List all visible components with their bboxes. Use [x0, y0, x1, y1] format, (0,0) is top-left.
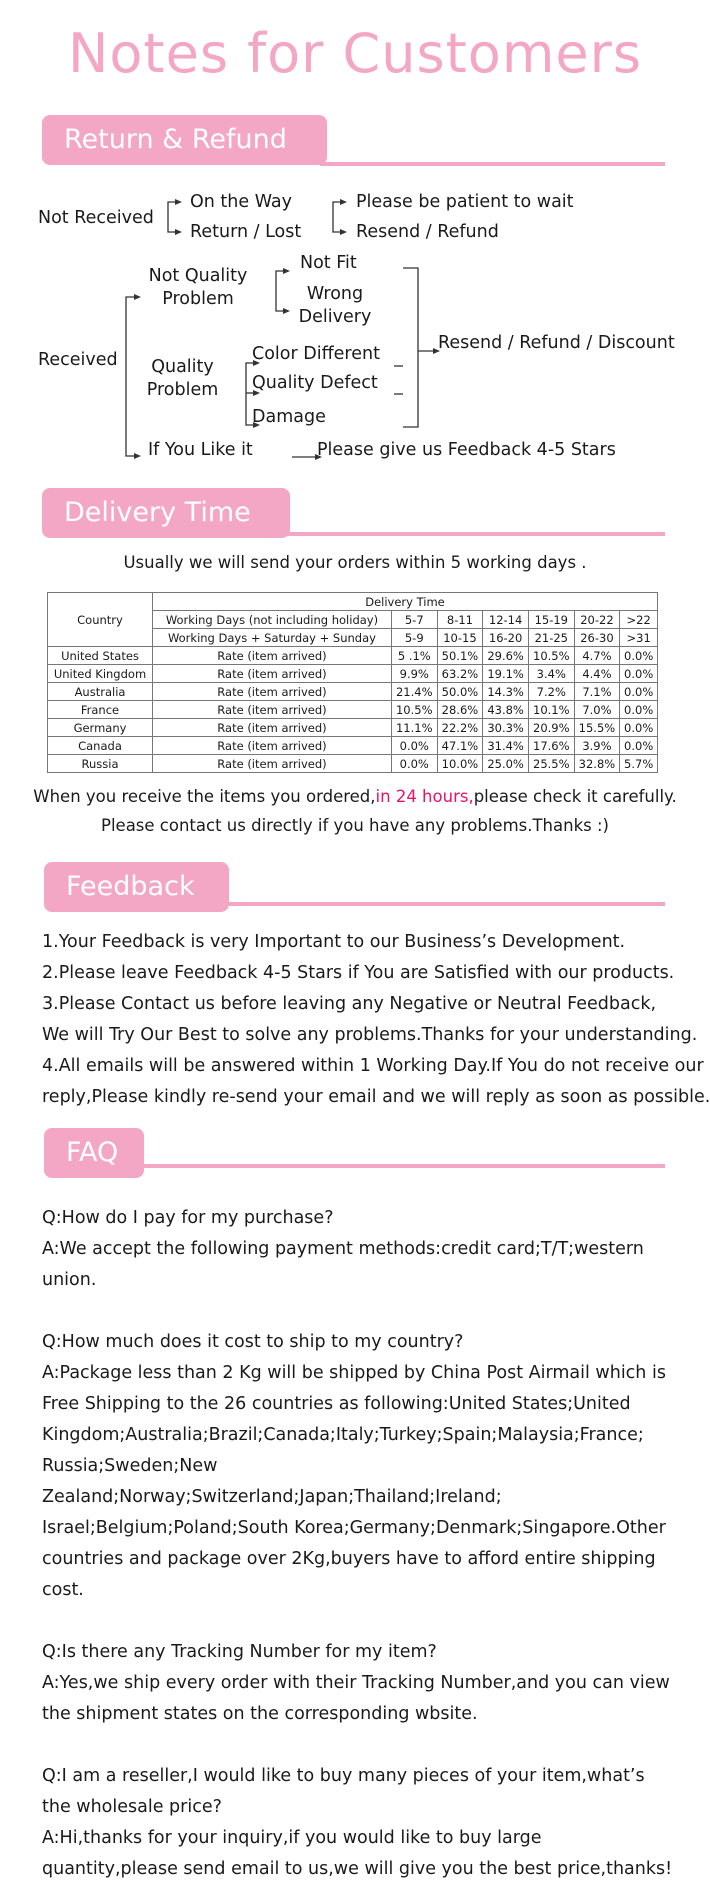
- flow-not-received: Not Received: [38, 208, 154, 228]
- table-row: [48, 719, 658, 737]
- table-cell: 3.9%: [574, 737, 620, 755]
- table-cell: 50.1%: [437, 647, 483, 665]
- table-row: [48, 701, 658, 719]
- table-cell: 25.0%: [483, 755, 529, 773]
- feedback-line: 3.Please Contact us before leaving any Negative or Neutral Feedback,: [42, 994, 657, 1014]
- page-title: Notes for Customers: [68, 22, 642, 85]
- flow-received: Received: [38, 350, 118, 370]
- table-cell-country: Germany: [48, 719, 153, 737]
- section-divider: [225, 902, 665, 906]
- flow-if-you-like: If You Like it: [148, 440, 253, 460]
- faq-question: Q:How do I pay for my purchase?: [42, 1208, 334, 1228]
- delivery-note: [0, 787, 710, 806]
- table-cell: 5 .1%: [391, 647, 437, 665]
- table-body: [48, 647, 658, 773]
- table-cell-country: Canada: [48, 737, 153, 755]
- table-row: [48, 647, 658, 665]
- table-cell-rate-label: Rate (item arrived): [153, 701, 392, 719]
- table-cell: 5.7%: [620, 755, 658, 773]
- table-cell-country: France: [48, 701, 153, 719]
- section-header-delivery-time: Delivery Time: [42, 488, 290, 538]
- delivery-intro: Usually we will send your orders within 5 working days .: [123, 553, 587, 572]
- section-divider: [286, 532, 665, 536]
- table-cell-rate-label: Rate (item arrived): [153, 737, 392, 755]
- table-cell: 0.0%: [391, 737, 437, 755]
- table-cell-country: Australia: [48, 683, 153, 701]
- table-cell: 29.6%: [483, 647, 529, 665]
- table-cell-rate-label: Rate (item arrived): [153, 719, 392, 737]
- delivery-note-post: please check it carefully.: [473, 787, 677, 806]
- table-cell: 5-9: [391, 629, 437, 647]
- table-row: [48, 665, 658, 683]
- faq-item: [42, 1761, 678, 1885]
- table-cell: >22: [620, 611, 658, 629]
- table-cell: 4.4%: [574, 665, 620, 683]
- table-row-label: Working Days (not including holiday): [153, 611, 392, 629]
- faq-question: Q:Is there any Tracking Number for my item?: [42, 1642, 437, 1662]
- flow-feedback-stars: Please give us Feedback 4-5 Stars: [317, 440, 616, 460]
- table-cell: 0.0%: [620, 737, 658, 755]
- table-cell: 17.6%: [528, 737, 574, 755]
- feedback-line: 2.Please leave Feedback 4-5 Stars if You are Satisfied with our products.: [42, 963, 675, 983]
- faq-question: Q:I am a reseller,I would like to buy many pieces of your item,what’s the wholesale price?: [42, 1766, 645, 1817]
- table-cell: 10-15: [437, 629, 483, 647]
- table-cell-country: Russia: [48, 755, 153, 773]
- table-cell: 43.8%: [483, 701, 529, 719]
- flow-on-the-way: On the Way: [190, 192, 292, 212]
- faq-item: [42, 1637, 678, 1730]
- table-header-delivery-time: Delivery Time: [153, 593, 658, 611]
- table-cell: 31.4%: [483, 737, 529, 755]
- table-cell: 15-19: [528, 611, 574, 629]
- table-cell-rate-label: Rate (item arrived): [153, 647, 392, 665]
- table-cell: 7.0%: [574, 701, 620, 719]
- table-cell: 11.1%: [391, 719, 437, 737]
- table-row: [48, 683, 658, 701]
- table-cell: 30.3%: [483, 719, 529, 737]
- table-cell: 7.1%: [574, 683, 620, 701]
- section-header-feedback: Feedback: [44, 862, 229, 912]
- table-cell: 0.0%: [391, 755, 437, 773]
- table-header-country: Country: [48, 593, 153, 647]
- table-cell: 47.1%: [437, 737, 483, 755]
- table-cell-rate-label: Rate (item arrived): [153, 665, 392, 683]
- table-cell: 21-25: [528, 629, 574, 647]
- table-cell: 5-7: [391, 611, 437, 629]
- faq-item: [42, 1203, 678, 1296]
- flow-not-quality-problem: Not Quality Problem: [148, 266, 248, 309]
- flow-damage: Damage: [252, 407, 326, 427]
- table-row: [48, 755, 658, 773]
- table-cell-rate-label: Rate (item arrived): [153, 683, 392, 701]
- flow-patient: Please be patient to wait: [356, 192, 574, 212]
- feedback-line: We will Try Our Best to solve any problems.Thanks for your understanding.: [42, 1025, 698, 1045]
- delivery-note-pre: When you receive the items you ordered,: [33, 787, 376, 806]
- flow-resend-refund: Resend / Refund: [356, 222, 499, 242]
- flow-return-lost: Return / Lost: [190, 222, 302, 242]
- table-cell: 19.1%: [483, 665, 529, 683]
- table-cell: 14.3%: [483, 683, 529, 701]
- feedback-list: [42, 927, 710, 1113]
- faq-answer: A:Hi,thanks for your inquiry,if you would like to buy large quantity,please send email to us,we will give you the best price,thanks!: [42, 1828, 673, 1879]
- table-cell: 15.5%: [574, 719, 620, 737]
- table-cell: 8-11: [437, 611, 483, 629]
- table-cell: 9.9%: [391, 665, 437, 683]
- feedback-line: 1.Your Feedback is very Important to our Business’s Development.: [42, 932, 626, 952]
- table-cell-country: United States: [48, 647, 153, 665]
- section-header-faq: FAQ: [44, 1128, 144, 1178]
- table-cell: 10.5%: [528, 647, 574, 665]
- table-cell: 0.0%: [620, 647, 658, 665]
- table-cell: >31: [620, 629, 658, 647]
- table-cell: 12-14: [483, 611, 529, 629]
- flow-quality-problem: Quality Problem: [146, 357, 219, 400]
- table-cell: 0.0%: [620, 701, 658, 719]
- faq-question: Q:How much does it cost to ship to my country?: [42, 1332, 464, 1352]
- flow-quality-defect: Quality Defect: [252, 373, 378, 393]
- table-cell: 10.0%: [437, 755, 483, 773]
- table-cell: 20.9%: [528, 719, 574, 737]
- flow-resend-refund-discount: Resend / Refund / Discount: [438, 333, 675, 353]
- table-row: [48, 737, 658, 755]
- faq-answer: A:Yes,we ship every order with their Tracking Number,and you can view the shipment states on the corresponding wbsite.: [42, 1673, 670, 1724]
- section-divider: [320, 162, 665, 166]
- table-cell: 50.0%: [437, 683, 483, 701]
- delivery-note-contact: Please contact us directly if you have any problems.Thanks :): [101, 816, 609, 835]
- table-row-label: Working Days + Saturday + Sunday: [153, 629, 392, 647]
- table-cell: 10.5%: [391, 701, 437, 719]
- table-cell: 63.2%: [437, 665, 483, 683]
- faq-answer: A:Package less than 2 Kg will be shipped by China Post Airmail which is Free Shipping to the 26 countries as following:United States;United Kingdom;Australia;Brazil;Canada;Italy;Turkey;Spain;Malaysia;France; Russia;Sweden;New Zealand;Norway;Switzerland;Japan;Thailand;Ireland; Israel;Belgium;Poland;South Korea;Germany;Denmark;Singapore.Other countries and package over 2Kg,buyers have to afford entire shipping cost.: [42, 1363, 666, 1600]
- table-cell: 22.2%: [437, 719, 483, 737]
- table-cell: 32.8%: [574, 755, 620, 773]
- table-cell: 16-20: [483, 629, 529, 647]
- table-cell: 28.6%: [437, 701, 483, 719]
- table-cell: 0.0%: [620, 665, 658, 683]
- faq-item: [42, 1327, 678, 1606]
- section-divider: [140, 1164, 665, 1168]
- table-cell: 10.1%: [528, 701, 574, 719]
- table-cell: 0.0%: [620, 719, 658, 737]
- table-cell: 20-22: [574, 611, 620, 629]
- table-cell: 21.4%: [391, 683, 437, 701]
- flow-color-different: Color Different: [252, 344, 380, 364]
- table-cell: 0.0%: [620, 683, 658, 701]
- delivery-note-highlight: in 24 hours,: [375, 787, 474, 806]
- feedback-line: reply,Please kindly re-send your email and we will reply as soon as possible.: [42, 1087, 710, 1107]
- table-cell: 25.5%: [528, 755, 574, 773]
- delivery-time-table: [47, 592, 658, 773]
- table-cell: 4.7%: [574, 647, 620, 665]
- flow-wrong-delivery: Wrong Delivery: [298, 284, 372, 327]
- table-cell: 7.2%: [528, 683, 574, 701]
- faq-answer: A:We accept the following payment methods:credit card;T/T;western union.: [42, 1239, 644, 1290]
- section-header-return-refund: Return & Refund: [42, 115, 327, 165]
- table-cell: 3.4%: [528, 665, 574, 683]
- table-cell: 26-30: [574, 629, 620, 647]
- table-cell-rate-label: Rate (item arrived): [153, 755, 392, 773]
- table-cell-country: United Kingdom: [48, 665, 153, 683]
- flow-not-fit: Not Fit: [300, 253, 357, 273]
- feedback-line: 4.All emails will be answered within 1 Working Day.If You do not receive our: [42, 1056, 704, 1076]
- faq-list: [42, 1203, 678, 1885]
